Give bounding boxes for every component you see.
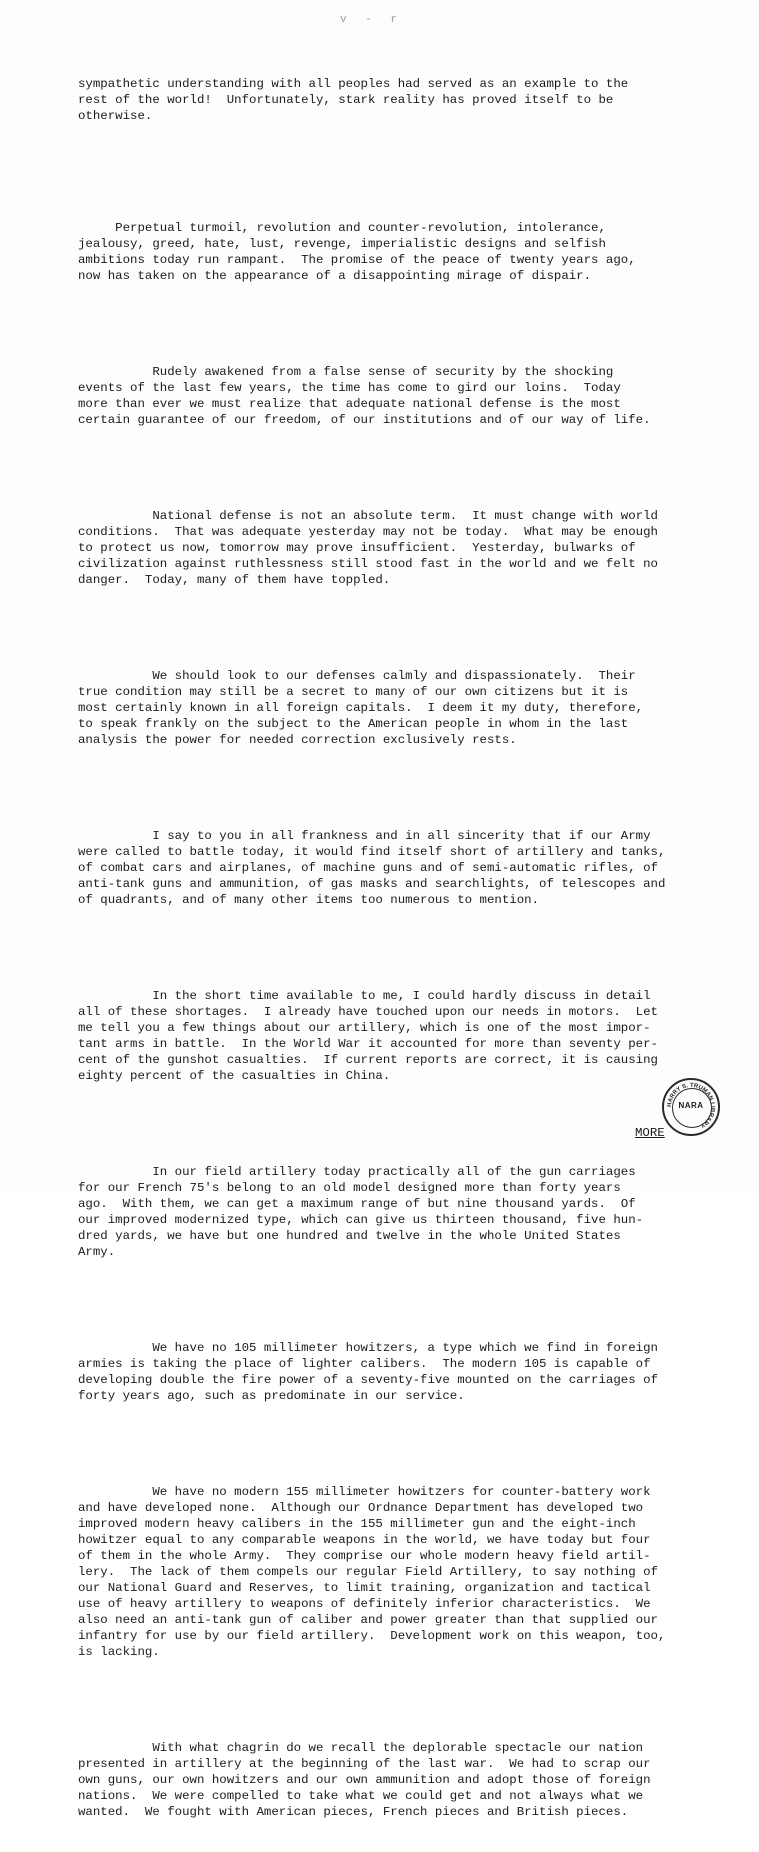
- top-mark: v - r: [340, 14, 404, 26]
- paragraph: With what chagrin do we recall the deplorable spectacle our nation presented in artillery at the beginning of the last war. We had to scrap our own guns, our own howitzers and our own ammunition and adopt those of foreign nations. We were compelled to take what we could get and not always what we wanted. We fought with American pieces, French pieces and British pieces.: [78, 1741, 651, 1819]
- paragraph: In the short time available to me, I could hardly discuss in detail all of these shortages. I already have touched upon our needs in motors. Let me tell you a few things about our artillery, which is one of the most impor- tant arms in battle. In the World War it accounted for more than seventy per- cent of the gunshot casualties. If current reports are correct, it is causing eighty percent of the casualties in China.: [78, 989, 658, 1083]
- more-label: MORE: [635, 1126, 665, 1140]
- paragraph: Rudely awakened from a false sense of security by the shocking events of the last few years, the time has come to gird our loins. Today more than ever we must realize that adequate national defense is the most certain guarantee of our freedom, of our institutions and of our way of life.: [78, 365, 651, 427]
- paragraph: We should look to our defenses calmly and dispassionately. Their true condition may still be a secret to many of our own citizens but it is most certainly known in all foreign capitals. I deem it my duty, therefore, to speak frankly on the subject to the American people in whom in the last analysis the power for needed correction exclusively rests.: [78, 669, 644, 747]
- stamp-ring-text: HARRY S. TRUMAN LIBRARY: [666, 1082, 716, 1129]
- paragraph: We have no 105 millimeter howitzers, a type which we find in foreign armies is taking the place of lighter calibers. The modern 105 is capable of developing double the fire power of a seventy-five mounted on the carriages of forty years ago, such as predominate in our service.: [78, 1341, 658, 1403]
- paragraph: National defense is not an absolute term. It must change with world conditions. That was adequate yesterday may not be today. What may be enough to protect us now, tomorrow may prove insufficient. Yesterday, bulwarks of civilization against ruthlessness still stood fast in the world and we felt no danger. Today, many of them have toppled.: [78, 509, 658, 587]
- paragraph: Perpetual turmoil, revolution and counter-revolution, intolerance, jealousy, greed, hate, lust, revenge, imperialistic designs and selfish ambitions today run rampant. The promise of the peace of twenty years ago, now has taken on the appearance of a disappointing mirage of dispair.: [78, 221, 636, 283]
- paragraph: sympathetic understanding with all peoples had served as an example to the rest of the world! Unfortunately, stark reality has proved itself to be otherwise.: [78, 77, 629, 123]
- library-stamp: [662, 1078, 720, 1136]
- document-body: [78, 44, 718, 1852]
- stamp-center-text: NARA: [678, 1101, 704, 1110]
- paragraph: I say to you in all frankness and in all sincerity that if our Army were called to battle today, it would find itself short of artillery and tanks, of combat cars and airplanes, of machine guns and of semi-automatic rifles, of anti-tank guns and ammunition, of gas masks and searchlights, of telescopes and of quadrants, and of many other items too numerous to mention.: [78, 829, 666, 907]
- paragraph: In our field artillery today practically all of the gun carriages for our French 75's belong to an old model designed more than forty years ago. With them, we can get a maximum range of but nine thousand yards. Of our improved modernized type, which can give us thirteen thousand, five hun- dred yards, we have but one hundred and twelve in the whole United States Army.: [78, 1165, 644, 1259]
- paragraph: We have no modern 155 millimeter howitzers for counter-battery work and have developed none. Although our Ordnance Department has developed two improved modern heavy calibers in the 155 millimeter gun and the eight-inch howitzer equal to any comparable weapons in the world, we have today but four of them in the whole Army. They comprise our whole modern heavy field artil- lery. The lack of them compels our regular Field Artillery, to say nothing of our National Guard and Reserves, to limit training, organization and tactical use of heavy artillery to weapons of definitely inferior characteristics. We also need an anti-tank gun of caliber and power greater than that supplied our infantry for use by our field artillery. Development work on this weapon, too, is lacking.: [78, 1485, 666, 1659]
